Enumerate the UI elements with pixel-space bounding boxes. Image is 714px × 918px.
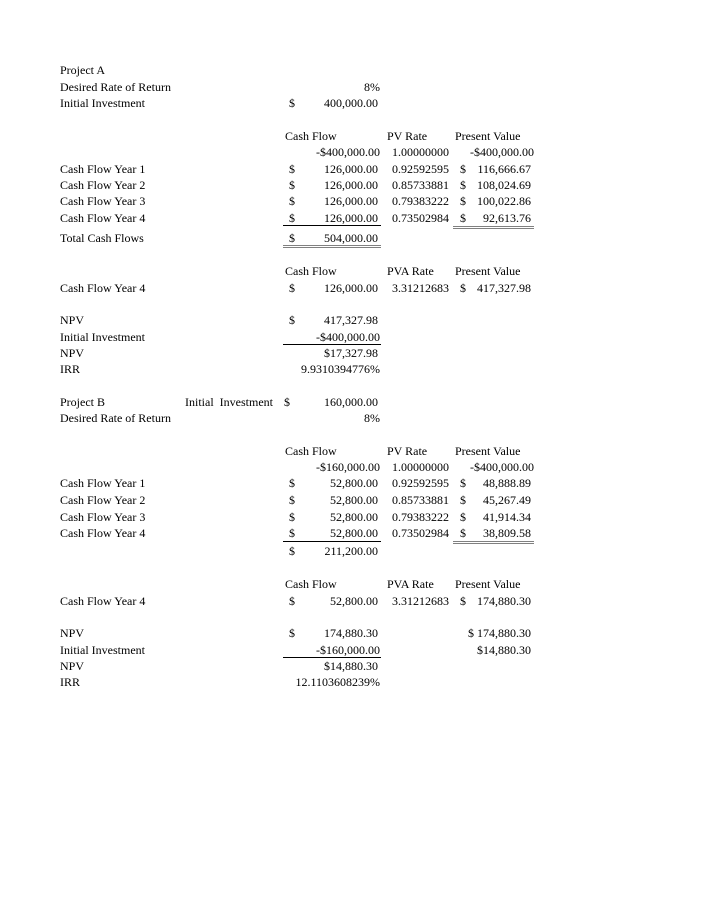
cash-flow-value: 52,800.00 <box>330 476 378 490</box>
present-value: 41,914.34 <box>483 510 531 524</box>
currency-symbol: $ <box>289 594 295 608</box>
row-label: Cash Flow Year 3 <box>60 194 146 208</box>
currency-symbol: $ <box>289 510 295 524</box>
currency-symbol: $ <box>289 231 295 245</box>
currency-symbol: $ <box>460 476 466 490</box>
pva-cash-flow: 126,000.00 <box>324 281 378 295</box>
pv-rate-value: 0.92592595 <box>392 162 449 176</box>
currency-symbol: $ <box>289 626 295 640</box>
cash-flow-value: 126,000.00 <box>324 178 378 192</box>
pva-rate-value: 3.31212683 <box>392 281 449 295</box>
header-present-value: Present Value <box>455 129 521 143</box>
present-value-double-underline <box>453 226 534 229</box>
present-value-double-underline <box>453 541 534 544</box>
currency-symbol: $ <box>289 493 295 507</box>
irr-value: 9.9310394776% <box>301 362 380 376</box>
cash-flow-value: 126,000.00 <box>324 211 378 225</box>
row-label: Cash Flow Year 1 <box>60 162 146 176</box>
row-label: Cash Flow Year 2 <box>60 178 146 192</box>
pv-rate-value: 0.79383222 <box>392 510 449 524</box>
cash-flow-value: 52,800.00 <box>330 493 378 507</box>
row-label: Cash Flow Year 2 <box>60 493 146 507</box>
row-label: Cash Flow Year 4 <box>60 211 146 225</box>
irr-label: IRR <box>60 362 81 376</box>
currency-symbol: $ <box>289 162 295 176</box>
project-a-title: Project A <box>60 63 105 77</box>
npv-underline <box>283 344 381 345</box>
currency-symbol: $ <box>284 395 290 409</box>
currency-symbol: $ <box>460 594 466 608</box>
header-pv-rate: PV Rate <box>387 129 428 143</box>
row-label: Cash Flow Year 1 <box>60 476 146 490</box>
pv-rate-value: 0.73502984 <box>392 211 449 225</box>
row-label: Cash Flow Year 3 <box>60 510 146 524</box>
initial-investment-label: Initial Investment <box>185 395 273 409</box>
present-value: 38,809.58 <box>483 526 531 540</box>
year0-present-value: -$400,000.00 <box>470 145 534 159</box>
total-cash-flows-value: 211,200.00 <box>324 544 378 558</box>
npv-side-result: $14,880.30 <box>477 643 531 657</box>
cash-flow-value: 52,800.00 <box>330 526 378 540</box>
pva-rate-value: 3.31212683 <box>392 594 449 608</box>
pva-row-label: Cash Flow Year 4 <box>60 594 146 608</box>
cash-flow-value: 126,000.00 <box>324 194 378 208</box>
cash-flow-value: 52,800.00 <box>330 510 378 524</box>
currency-symbol: $ <box>289 313 295 327</box>
header-cash-flow: Cash Flow <box>285 264 337 278</box>
npv-label: NPV <box>60 313 85 327</box>
year0-pv-rate: 1.00000000 <box>392 460 449 474</box>
currency-symbol: $ <box>460 178 466 192</box>
pv-rate-value: 0.79383222 <box>392 194 449 208</box>
currency-symbol: $ <box>460 211 466 225</box>
initial-investment-label: Initial Investment <box>60 643 145 657</box>
pva-present-value: 174,880.30 <box>477 594 531 608</box>
npv-value: $17,327.98 <box>324 346 378 360</box>
npv-underline <box>283 657 381 658</box>
npv-label: NPV <box>60 346 85 360</box>
total-cash-flows-label: Total Cash Flows <box>60 231 144 245</box>
currency-symbol: $ <box>460 194 466 208</box>
cash-flow-underline <box>283 225 381 226</box>
currency-symbol: $ <box>460 526 466 540</box>
currency-symbol: $ <box>460 162 466 176</box>
currency-symbol: $ <box>289 178 295 192</box>
year0-present-value: -$400,000.00 <box>470 460 534 474</box>
currency-symbol: $ <box>289 476 295 490</box>
initial-investment-label: Initial Investment <box>60 96 145 110</box>
npv-side-value: $ 174,880.30 <box>468 626 531 640</box>
pv-rate-value: 0.92592595 <box>392 476 449 490</box>
npv-label: NPV <box>60 659 85 673</box>
cash-flow-underline <box>283 541 381 542</box>
initial-investment-value: 160,000.00 <box>324 395 378 409</box>
initial-investment-value: -$160,000.00 <box>316 643 380 657</box>
currency-symbol: $ <box>460 493 466 507</box>
irr-value: 12.1103608239% <box>295 675 380 689</box>
header-present-value: Present Value <box>455 577 521 591</box>
currency-symbol: $ <box>289 194 295 208</box>
pv-rate-value: 0.85733881 <box>392 178 449 192</box>
initial-investment-label: Initial Investment <box>60 330 145 344</box>
pva-present-value: 417,327.98 <box>477 281 531 295</box>
currency-symbol: $ <box>289 96 295 110</box>
present-value: 100,022.86 <box>477 194 531 208</box>
present-value: 108,024.69 <box>477 178 531 192</box>
rate-label: Desired Rate of Return <box>60 80 171 94</box>
rate-value: 8% <box>364 411 380 425</box>
currency-symbol: $ <box>289 544 295 558</box>
header-pva-rate: PVA Rate <box>387 264 434 278</box>
header-present-value: Present Value <box>455 264 521 278</box>
pva-row-label: Cash Flow Year 4 <box>60 281 146 295</box>
currency-symbol: $ <box>289 211 295 225</box>
header-pv-rate: PV Rate <box>387 444 428 458</box>
irr-label: IRR <box>60 675 81 689</box>
initial-investment-value: -$400,000.00 <box>316 330 380 344</box>
currency-symbol: $ <box>289 526 295 540</box>
initial-investment-value: 400,000.00 <box>324 96 378 110</box>
npv-present-value: 417,327.98 <box>324 313 378 327</box>
header-pva-rate: PVA Rate <box>387 577 434 591</box>
npv-label: NPV <box>60 626 85 640</box>
pv-rate-value: 0.85733881 <box>392 493 449 507</box>
present-value: 48,888.89 <box>483 476 531 490</box>
year0-pv-rate: 1.00000000 <box>392 145 449 159</box>
pv-rate-value: 0.73502984 <box>392 526 449 540</box>
total-double-underline <box>283 245 381 248</box>
currency-symbol: $ <box>460 510 466 524</box>
present-value: 116,666.67 <box>477 162 531 176</box>
header-cash-flow: Cash Flow <box>285 129 337 143</box>
rate-value: 8% <box>364 80 380 94</box>
year0-cash-flow: -$400,000.00 <box>316 145 380 159</box>
project-b-title: Project B <box>60 395 105 409</box>
currency-symbol: $ <box>289 281 295 295</box>
row-label: Cash Flow Year 4 <box>60 526 146 540</box>
cash-flow-value: 126,000.00 <box>324 162 378 176</box>
present-value: 92,613.76 <box>483 211 531 225</box>
header-cash-flow: Cash Flow <box>285 444 337 458</box>
header-present-value: Present Value <box>455 444 521 458</box>
npv-present-value: 174,880.30 <box>324 626 378 640</box>
header-cash-flow: Cash Flow <box>285 577 337 591</box>
pva-cash-flow: 52,800.00 <box>330 594 378 608</box>
year0-cash-flow: -$160,000.00 <box>316 460 380 474</box>
npv-value: $14,880.30 <box>324 659 378 673</box>
currency-symbol: $ <box>460 281 466 295</box>
rate-label: Desired Rate of Return <box>60 411 171 425</box>
present-value: 45,267.49 <box>483 493 531 507</box>
total-cash-flows-value: 504,000.00 <box>324 231 378 245</box>
